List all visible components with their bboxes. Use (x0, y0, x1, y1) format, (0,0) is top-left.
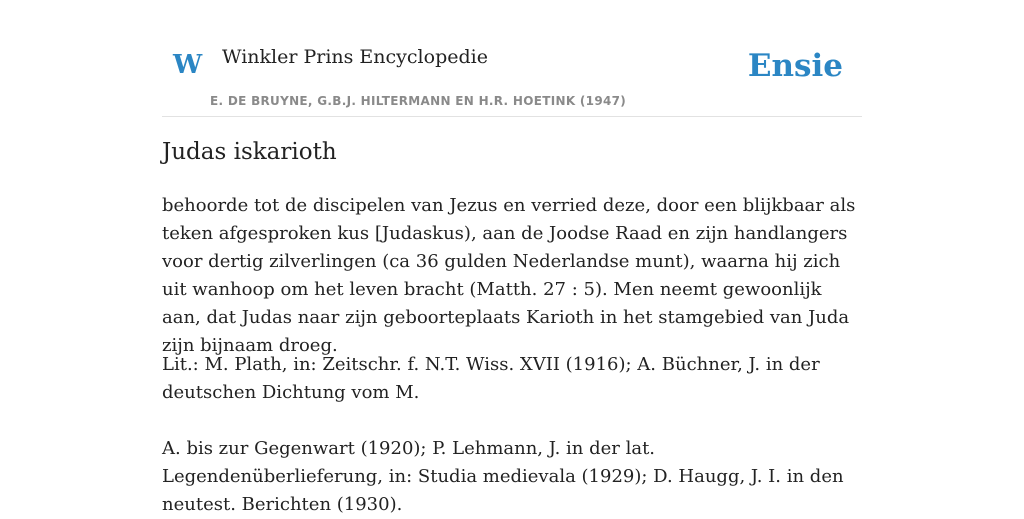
ensie-logo[interactable]: Ensie (747, 48, 843, 84)
encyclopedia-logo[interactable]: W (173, 50, 203, 80)
literature-paragraph-1: Lit.: M. Plath, in: Zeitschr. f. N.T. Wiss. XVII (1916); A. Büchner, J. in der deutschen Dichtung vom M. (162, 354, 820, 403)
page (162, 0, 862, 515)
header (162, 0, 862, 117)
entry-title: Judas iskarioth (162, 139, 337, 165)
literature-paragraph-2: A. bis zur Gegenwart (1920); P. Lehmann, J. in der lat. Legendenüberlieferung, in: Studia medievala (1929); D. Haugg, J. I. in den neutest. Berichten (1930). (162, 438, 844, 515)
entry-paragraph-1: behoorde tot de discipelen van Jezus en verried deze, door een blijkbaar als teken afgesproken kus [Judaskus), aan de Joodse Raad en zijn handlangers voor dertig zilverlingen (ca 36 gulden Nederlandse munt), waarna hij zich uit wanhoop om het leven bracht (Matth. 27 : 5). Men neemt gewoonlijk aan, dat Judas naar zijn geboorteplaats Karioth in het stamgebied van Juda zijn bijnaam droeg. (162, 195, 856, 356)
book-title[interactable]: Winkler Prins Encyclopedie (222, 46, 488, 68)
authors-line: E. DE BRUYNE, G.B.J. HILTERMANN EN H.R. HOETINK (1947) (210, 94, 627, 108)
